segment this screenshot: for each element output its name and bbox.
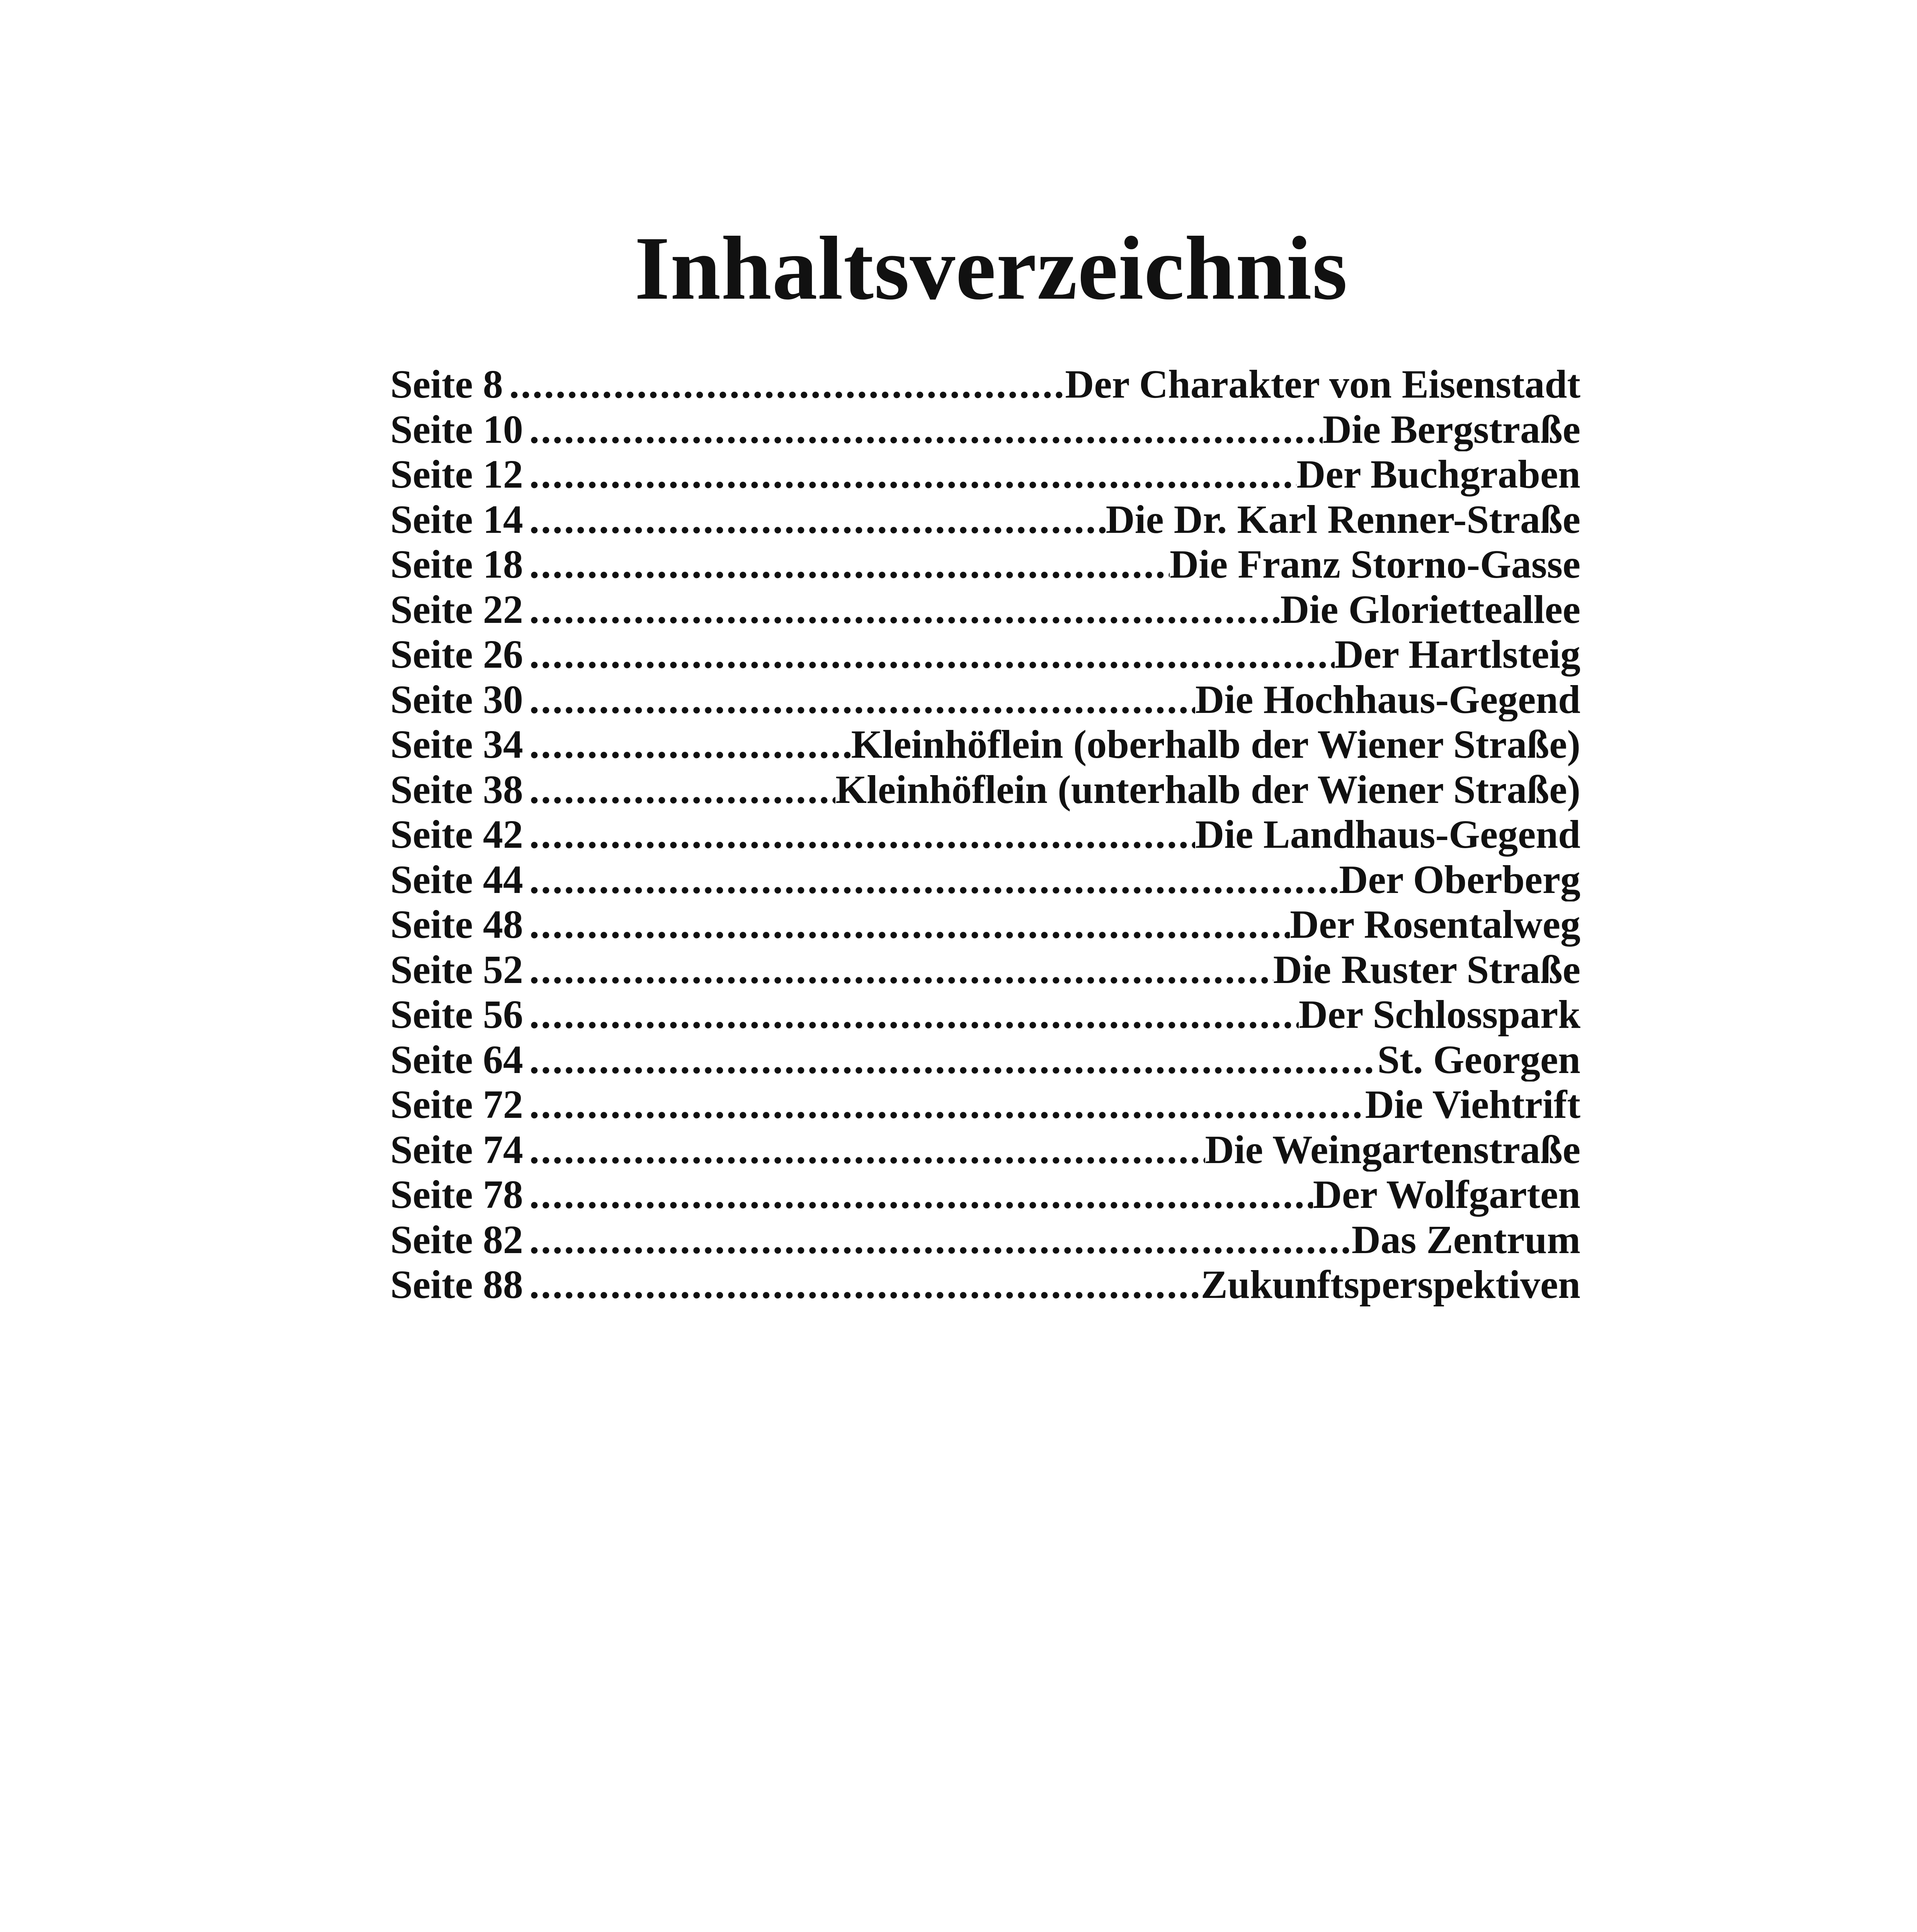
toc-chapter-title: Die Ruster Straße [1273, 947, 1580, 992]
toc-page-prefix: Seite [390, 362, 473, 406]
toc-chapter-title: Die Franz Storno-Gasse [1170, 542, 1580, 587]
toc-chapter-title: St. Georgen [1377, 1037, 1580, 1082]
toc-page-prefix: Seite [390, 632, 473, 677]
dot-leader [523, 992, 1299, 1037]
toc-page-prefix: Seite [390, 812, 473, 857]
toc-chapter-title: Der Charakter von Eisenstadt [1065, 362, 1580, 406]
toc-entry[interactable] [390, 361, 1580, 406]
toc-page-label [390, 811, 523, 857]
toc-chapter-title: Die Viehtrift [1365, 1082, 1580, 1127]
toc-page-number: 74 [483, 1127, 523, 1172]
toc-entry[interactable] [390, 811, 1580, 857]
toc-entry[interactable] [390, 541, 1580, 587]
toc-page-prefix: Seite [390, 947, 473, 992]
dot-leader [523, 406, 1323, 452]
toc-page-prefix: Seite [390, 1172, 473, 1217]
toc-entry[interactable] [390, 901, 1580, 947]
dot-leader [523, 1127, 1205, 1172]
toc-entry[interactable] [390, 767, 1580, 812]
toc-page-label [390, 721, 523, 767]
dot-leader [523, 541, 1170, 587]
dot-leader [523, 1037, 1378, 1082]
toc-entry[interactable] [390, 631, 1580, 677]
toc-chapter-title: Kleinhöflein (unterhalb der Wiener Straße) [835, 767, 1580, 811]
toc-entry[interactable] [390, 587, 1580, 632]
toc-chapter-title: Die Dr. Karl Renner-Straße [1106, 497, 1580, 541]
toc-entry[interactable] [390, 1082, 1580, 1127]
toc-page-number: 34 [483, 722, 523, 767]
toc-chapter-title: Die Landhaus-Gegend [1195, 812, 1580, 857]
toc-page-number: 88 [483, 1262, 523, 1307]
toc-page-label [390, 1082, 523, 1127]
toc-entry[interactable] [390, 1127, 1580, 1172]
toc-page-prefix: Seite [390, 992, 473, 1037]
toc-chapter-title: Der Rosentalweg [1290, 902, 1580, 947]
toc-page-label [390, 677, 523, 722]
toc-page-label [390, 1217, 523, 1262]
toc-page-number: 52 [483, 947, 523, 992]
toc-chapter-title: Der Buchgraben [1296, 452, 1580, 497]
toc-page-label [390, 992, 523, 1037]
toc-page-prefix: Seite [390, 497, 473, 541]
dot-leader [523, 497, 1106, 542]
dot-leader [523, 901, 1290, 947]
toc-page-prefix: Seite [390, 542, 473, 587]
toc-chapter-title: Das Zentrum [1351, 1217, 1580, 1262]
dot-leader [523, 677, 1196, 722]
dot-leader [523, 1217, 1352, 1262]
dot-leader [523, 721, 851, 767]
toc-page-number: 78 [483, 1172, 523, 1217]
toc-chapter-title: Die Glorietteallee [1280, 587, 1580, 631]
toc-page-label [390, 541, 523, 587]
dot-leader [523, 1082, 1365, 1127]
toc-entry[interactable] [390, 1172, 1580, 1217]
page-title: Inhaltsverzeichnis [634, 218, 1348, 319]
toc-page-prefix: Seite [390, 587, 473, 631]
toc-page-label [390, 1172, 523, 1217]
toc-page-label [390, 361, 503, 406]
dot-leader [503, 361, 1065, 406]
dot-leader [523, 451, 1297, 497]
toc-entry[interactable] [390, 406, 1580, 452]
dot-leader [523, 947, 1273, 992]
toc-page-prefix: Seite [390, 1217, 473, 1262]
toc-chapter-title: Die Weingartenstraße [1205, 1127, 1580, 1172]
toc-page-number: 30 [483, 677, 523, 721]
toc-page-number: 64 [483, 1037, 523, 1082]
toc-page-number: 26 [483, 632, 523, 677]
toc-page-prefix: Seite [390, 722, 473, 767]
toc-page-label [390, 947, 523, 992]
toc-page-label [390, 1262, 523, 1307]
toc-page-prefix: Seite [390, 767, 473, 811]
toc-page-prefix: Seite [390, 1262, 473, 1307]
toc-chapter-title: Der Oberberg [1339, 857, 1580, 901]
toc-page-number: 44 [483, 857, 523, 901]
toc-page-number: 8 [483, 362, 503, 406]
toc-page-label [390, 1127, 523, 1172]
toc-page-number: 14 [483, 497, 523, 541]
dot-leader [523, 631, 1335, 677]
toc-page-number: 12 [483, 452, 523, 497]
toc-page-label [390, 406, 523, 452]
toc-entry[interactable] [390, 677, 1580, 722]
toc-entry[interactable] [390, 1217, 1580, 1262]
table-of-contents [390, 361, 1580, 1307]
toc-page-number: 10 [483, 407, 523, 451]
toc-page-number: 72 [483, 1082, 523, 1127]
toc-page-label [390, 857, 523, 902]
toc-page-label [390, 767, 523, 812]
toc-page-label [390, 631, 523, 677]
toc-page-label [390, 587, 523, 632]
dot-leader [523, 587, 1281, 632]
toc-chapter-title: Der Schlosspark [1298, 992, 1580, 1037]
toc-page-prefix: Seite [390, 677, 473, 721]
toc-page-prefix: Seite [390, 902, 473, 947]
toc-entry[interactable] [390, 992, 1580, 1037]
toc-chapter-title: Zukunftsperspektiven [1201, 1262, 1580, 1307]
dot-leader [523, 1262, 1201, 1307]
toc-page-number: 22 [483, 587, 523, 631]
dot-leader [523, 767, 835, 812]
toc-entry[interactable] [390, 857, 1580, 902]
dot-leader [523, 811, 1195, 857]
toc-page-prefix: Seite [390, 1082, 473, 1127]
toc-chapter-title: Der Hartlsteig [1334, 632, 1580, 677]
toc-chapter-title: Der Wolfgarten [1313, 1172, 1580, 1217]
toc-entry[interactable] [390, 451, 1580, 497]
toc-page-number: 18 [483, 542, 523, 587]
dot-leader [523, 1172, 1313, 1217]
toc-page-label [390, 901, 523, 947]
toc-page-label [390, 1037, 523, 1082]
toc-page-prefix: Seite [390, 452, 473, 497]
toc-page-prefix: Seite [390, 1037, 473, 1082]
toc-page-number: 56 [483, 992, 523, 1037]
toc-entry[interactable] [390, 947, 1580, 992]
toc-page-prefix: Seite [390, 1127, 473, 1172]
dot-leader [523, 857, 1339, 902]
toc-page-label [390, 497, 523, 542]
toc-page-number: 42 [483, 812, 523, 857]
toc-page-number: 38 [483, 767, 523, 811]
toc-entry[interactable] [390, 721, 1580, 767]
toc-entry[interactable] [390, 1262, 1580, 1307]
toc-page-number: 48 [483, 902, 523, 947]
toc-chapter-title: Die Bergstraße [1322, 407, 1580, 451]
toc-chapter-title: Die Hochhaus-Gegend [1195, 677, 1580, 721]
toc-entry[interactable] [390, 1037, 1580, 1082]
toc-page-label [390, 451, 523, 497]
toc-page-number: 82 [483, 1217, 523, 1262]
toc-page-prefix: Seite [390, 857, 473, 901]
toc-chapter-title: Kleinhöflein (oberhalb der Wiener Straße) [851, 722, 1580, 767]
toc-page-prefix: Seite [390, 407, 473, 451]
toc-entry[interactable] [390, 497, 1580, 542]
